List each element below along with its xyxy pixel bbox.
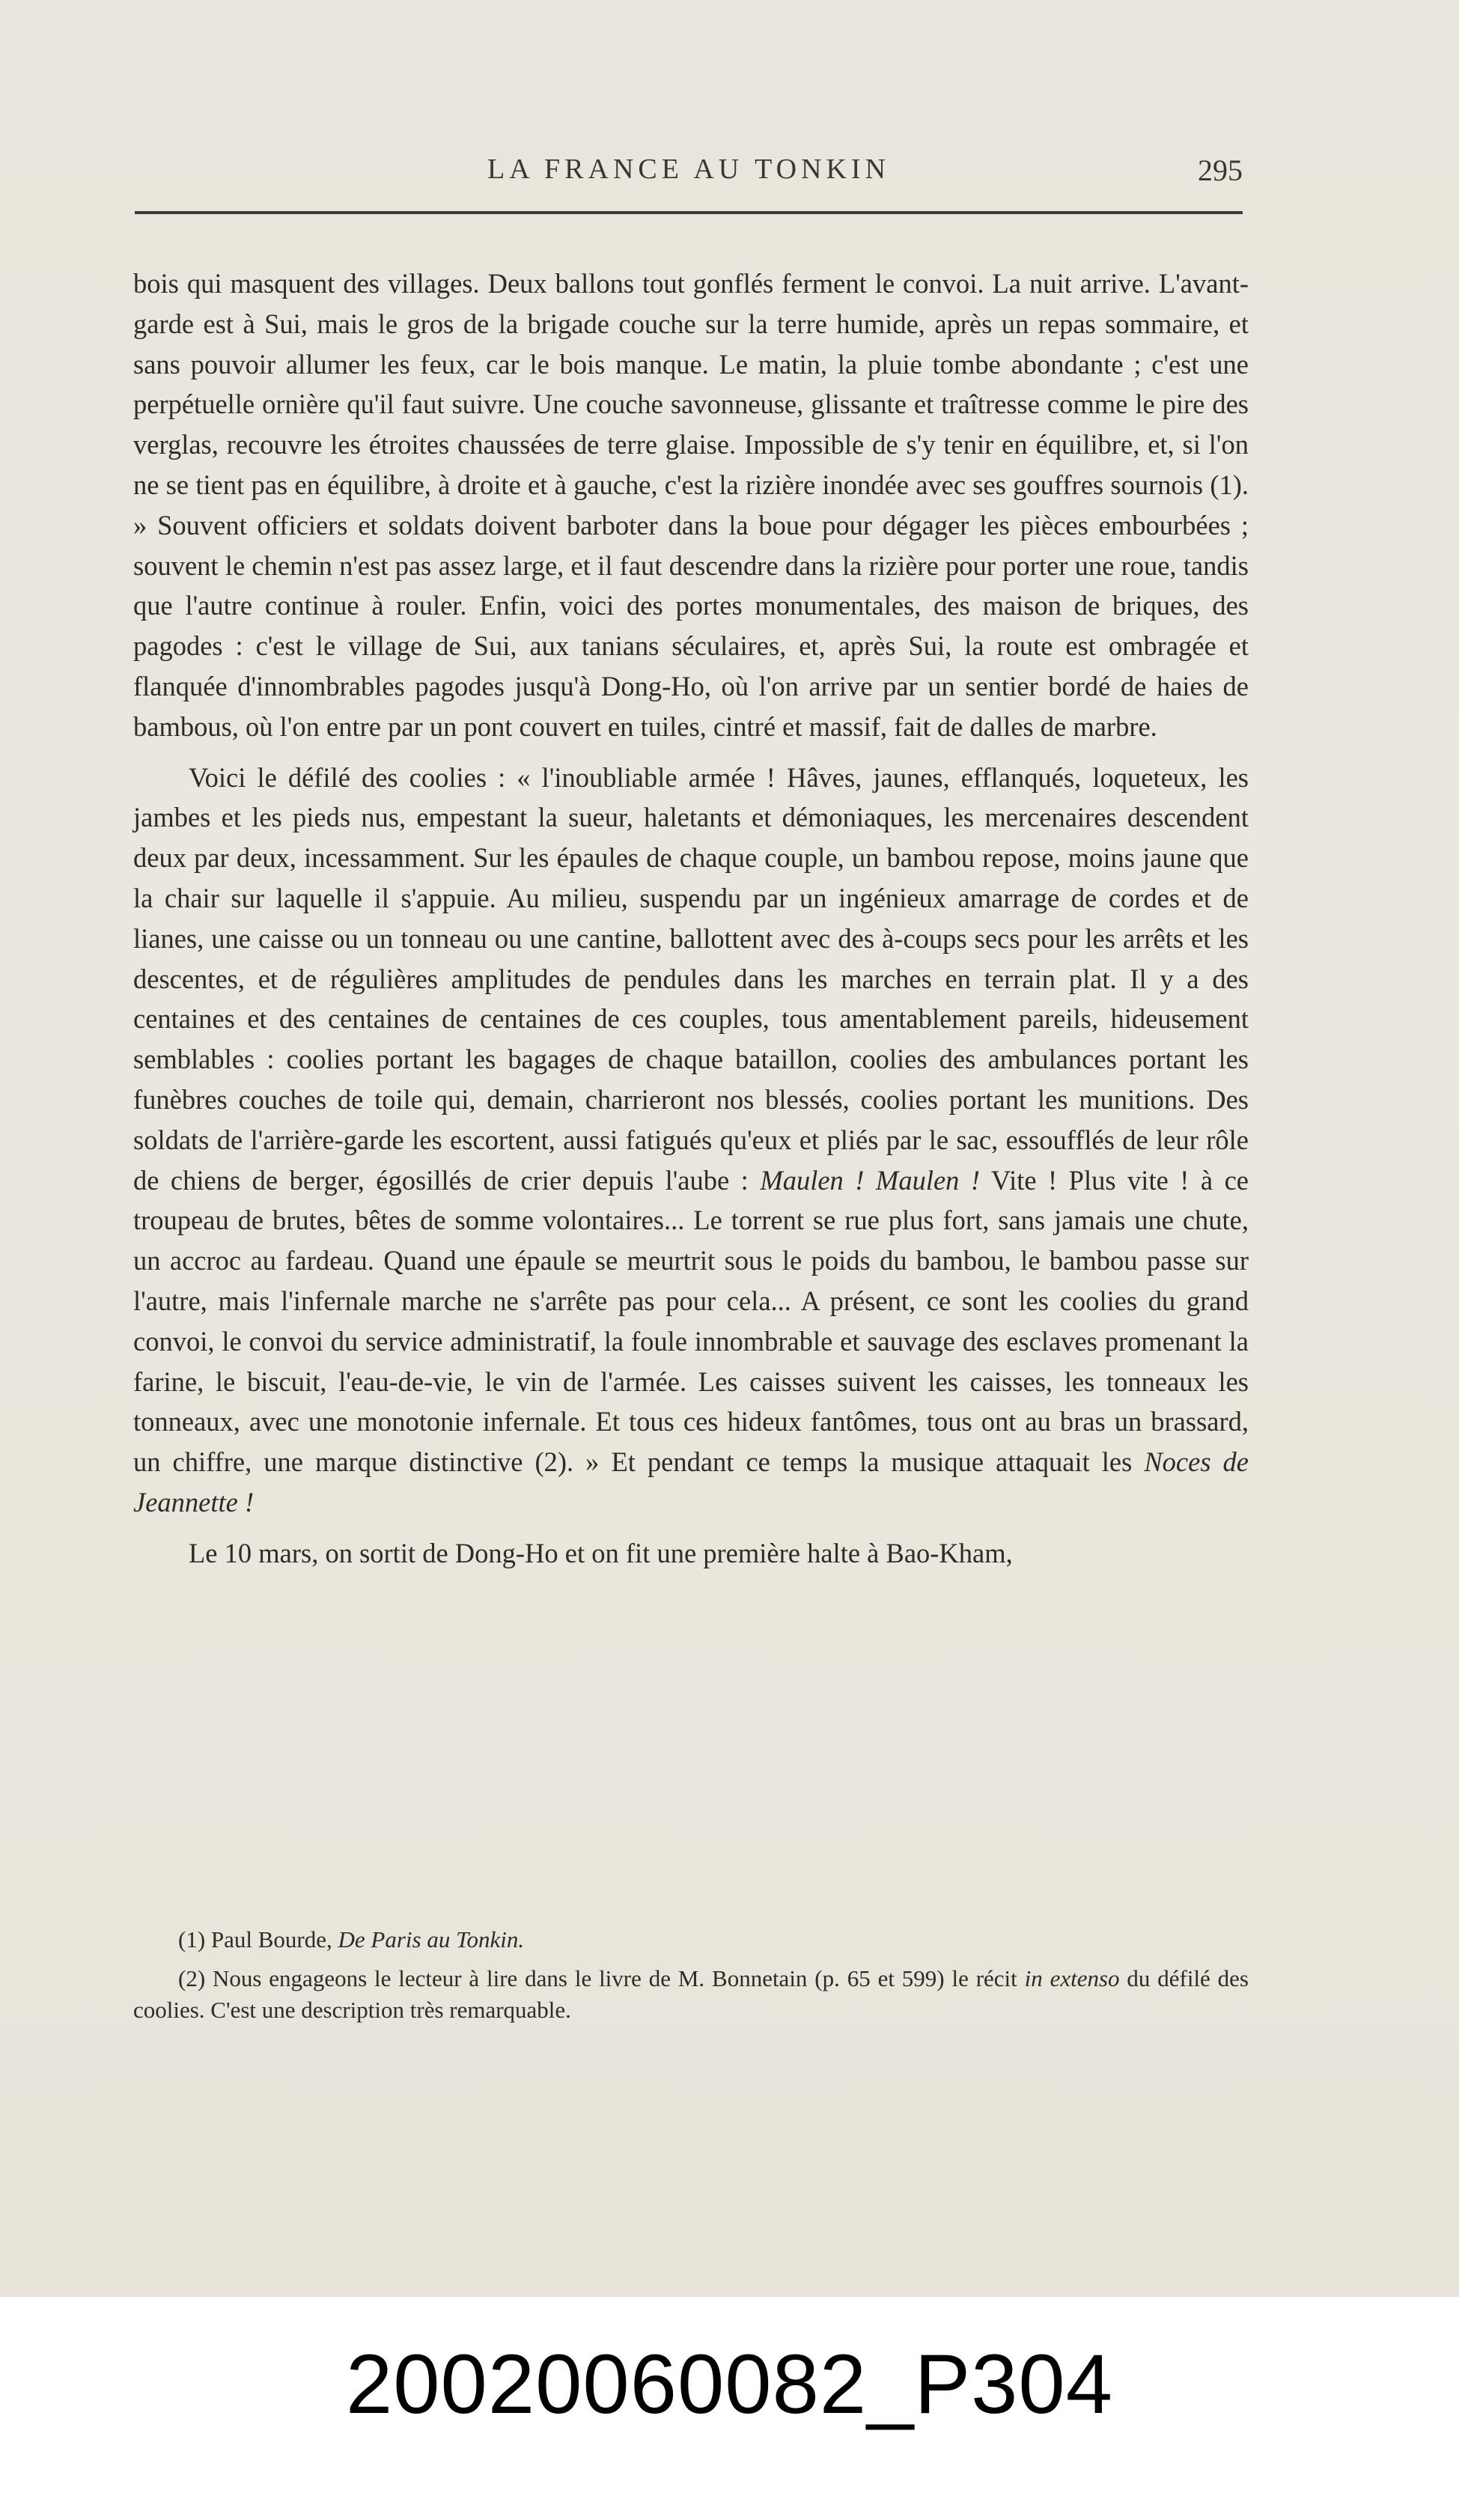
footnote-2-text: (2) Nous engageons le lecteur à lire dans le livre de M. Bonnetain (p. 65 et 599) le récit	[178, 1965, 1025, 1991]
paragraph-2-text-a: Voici le défilé des coolies : « l'inoubliable armée ! Hâves, jaunes, efflanqués, loqueteux, les jambes et les pieds nus, empestant la sueur, haletants et démoniaques, les mercenaires descendent deux par deux, incessamment. Sur les épaules de chaque couple, un bambou repose, moins jaune que la chair sur laquelle il s'appuie. Au milieu, suspendu par un ingénieux amarrage de cordes et de lianes, une caisse ou un tonneau ou une cantine, ballottent avec des à-coups secs pour les arrêts et les descentes, et de régulières amplitudes de pendules dans les marches en terrain plat. Il y a des centaines et des centaines de centaines de ces couples, tous amentablement pareils, hideusement semblables : coolies portant les bagages de chaque bataillon, coolies des ambulances portant les funèbres couches de toile qui, demain, charrieront nos blessés, coolies portant les munitions. Des soldats de l'arrière-garde les escortent, aussi fatigués qu'eux et pliés par le sac, essoufflés de leur rôle de chiens de berger, égosillés de crier depuis l'aube :	[133, 761, 1249, 1196]
paragraph-1: bois qui masquent des villages. Deux ballons tout gonflés ferment le convoi. La nuit arrive. L'avant-garde est à Sui, mais le gros de la brigade couche sur la terre humide, après un repas sommaire, et sans pouvoir allumer les feux, car le bois manque. Le matin, la pluie tombe abondante ; c'est une perpétuelle ornière qu'il faut suivre. Une couche savonneuse, glissante et traîtresse comme le pire des verglas, recouvre les étroites chaussées de terre glaise. Impossible de s'y tenir en équilibre, et, si l'on ne se tient pas en équilibre, à droite et à gauche, c'est la rizière inondée avec ses gouffres sournois (1). » Souvent officiers et soldats doivent barboter dans la boue pour dégager les pièces embourbées ; souvent le chemin n'est pas assez large, et il faut descendre dans la rizière pour porter une roue, tandis que l'autre continue à rouler. Enfin, voici des portes monumentales, des maison de briques, des pagodes : c'est le village de Sui, aux tanians séculaires, et, après Sui, la route est ombragée et flanquée d'innombrables pagodes jusqu'à Dong-Ho, où l'on arrive par un sentier bordé de haies de bambous, où l'on entre par un pont couvert en tuiles, cintré et massif, fait de dalles de marbre.	[133, 268, 1249, 742]
footnotes	[133, 1924, 1249, 2026]
footnote-2-rest: du défilé des coolies. C'est une description très remarquable.	[133, 1965, 1249, 2023]
paragraph-3: Le 10 mars, on sortit de Dong-Ho et on fit une première halte à Bao-Kham,	[189, 1537, 1013, 1568]
page-number: 295	[1198, 153, 1243, 187]
footnote-1	[133, 1924, 1249, 1956]
paragraph-2-text-b: Vite ! Plus vite ! à ce troupeau de brutes, bêtes de somme volontaires... Le torrent se rue plus fort, sans jamais une chute, un accroc au fardeau. Quand une épaule se meurtrit sous le poids du bambou, le bambou passe sur l'autre, mais l'infernale marche ne s'arrête pas pour cela... A présent, ce sont les coolies du grand convoi, le convoi du service administratif, la foule innombrable et sauvage des esclaves promenant la farine, le biscuit, l'eau-de-vie, le vin de l'armée. Les caisses suivent les caisses, les tonneaux les tonneaux, avec une monotonie infernale. Et tous ces hideux fantômes, tous ont au bras un brassard, un chiffre, une marque distinctive (2). » Et pendant ce temps la musique attaquait les	[133, 1164, 1249, 1478]
footnote-1-text: (1) Paul Bourde,	[178, 1926, 338, 1953]
footnote-1-title: De Paris au Tonkin.	[338, 1926, 525, 1953]
page-header	[135, 150, 1243, 195]
footnote-2-italic: in extenso	[1024, 1965, 1120, 1991]
paragraph-2-italic-b: Noces de Jeannette !	[133, 1446, 1249, 1518]
footnote-2	[133, 1963, 1249, 2026]
running-title: LA FRANCE AU TONKIN	[487, 153, 891, 185]
paragraph-2	[133, 758, 1249, 1523]
header-rule	[135, 211, 1243, 214]
body-text	[133, 264, 1249, 1574]
paragraph-2-italic-a: Maulen ! Maulen !	[760, 1164, 981, 1196]
archive-id-caption: 20020060082_P304	[345, 2337, 1114, 2431]
